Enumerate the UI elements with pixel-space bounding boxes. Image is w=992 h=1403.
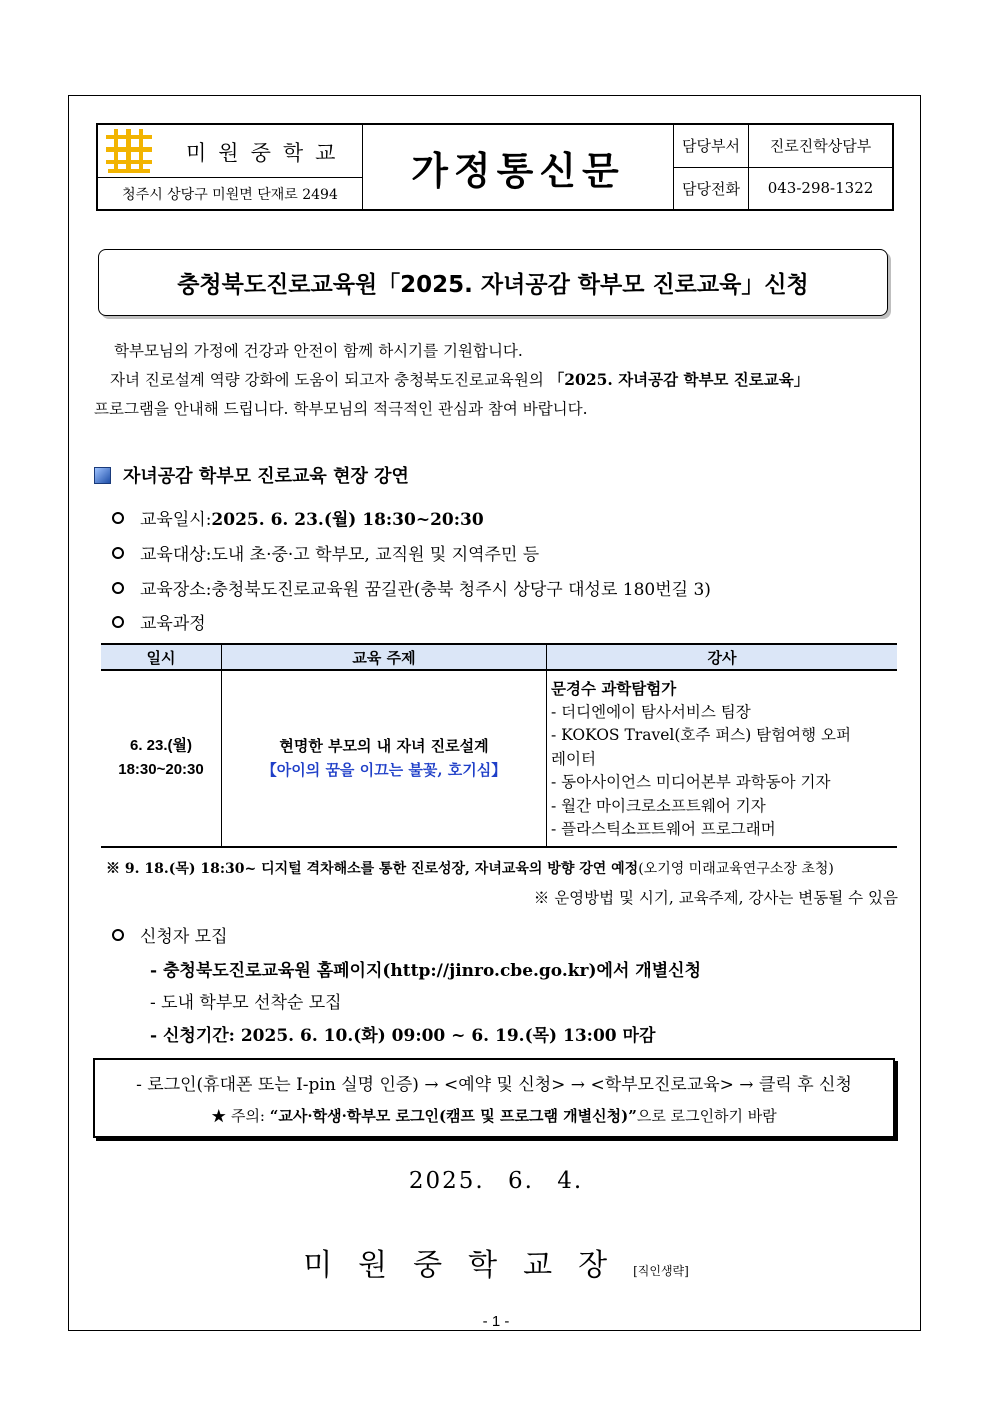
issue-date: 2025. 6. 4. [408, 1168, 584, 1194]
cell-date: 6. 23.(월) 18:30~20:30 [101, 670, 222, 847]
school-block [98, 125, 363, 209]
cell-lecturer: 문경수 과학탐험가 - 더디엔에이 탐사서비스 팀장 - KOKOS Travel(호주 퍼스) 탐험여행 오퍼 레이터 - 동아사이언스 미디어본부 과학동아 기자 - 월간 마이크로소프트웨어 기자 - 플라스틱소프트웨어 프로그래머 [547, 670, 898, 847]
recruit-line-2: - 도내 학부모 선착순 모집 [150, 993, 342, 1013]
login-guide-box [93, 1058, 895, 1138]
item-date: 교육일시: 2025. 6. 23.(월) 18:30~20:30 [112, 505, 484, 530]
item-target: 교육대상: 도내 초·중·고 학부모, 교직원 및 지역주민 등 [112, 540, 539, 565]
intro-line-1: 학부모님의 가정에 건강과 안전이 함께 하시기를 기원합니다. [114, 342, 523, 360]
square-bullet-icon [94, 467, 111, 484]
note-change: ※ 운영방법 및 시기, 교육주제, 강사는 변동될 수 있음 [533, 889, 898, 907]
guide-line-1: - 로그인(휴대폰 또는 I-pin 실명 인증) → <예약 및 신청> → <학부모진로교육> → 클릭 후 신청 [136, 1075, 852, 1095]
phone-value: 043-298-1322 [767, 179, 874, 198]
circle-bullet-icon [112, 616, 124, 628]
col-header-topic: 교육 주제 [222, 644, 547, 670]
circle-bullet-icon [112, 547, 124, 559]
contact-info [674, 125, 892, 209]
notice-title: 충청북도진로교육원「2025. 자녀공감 학부모 진로교육」신청 [98, 249, 888, 316]
dept-label: 담당부서 [674, 125, 749, 167]
section-heading: 자녀공감 학부모 진로교육 현장 강연 [94, 462, 409, 488]
col-header-lecturer: 강사 [547, 644, 898, 670]
note-upcoming: ※ 9. 18.(목) 18:30~ 디지털 격차해소를 통한 진로성장, 자녀교육의 방향 강연 예정(오기영 미래교육연구소장 초청) [106, 861, 834, 877]
header-table [96, 123, 894, 211]
recruit-line-3: - 신청기간: 2025. 6. 10.(화) 09:00 ~ 6. 19.(목) 13:00 마감 [150, 1026, 656, 1046]
principal-signature: 미원중학교장[직인생략] [303, 1248, 689, 1283]
school-name: 미원중학교 [186, 141, 348, 165]
col-header-date: 일시 [101, 644, 222, 670]
intro-line-3: 프로그램을 안내해 드립니다. 학부모님의 적극적인 관심과 참여 바랍니다. [94, 400, 588, 418]
school-address: 청주시 상당구 미원면 단재로 2494 [122, 186, 338, 203]
cell-topic: 현명한 부모의 내 자녀 진로설계 【아이의 꿈을 이끄는 불꽃, 호기심】 [222, 670, 547, 847]
phone-label: 담당전화 [674, 168, 749, 210]
item-place: 교육장소: 충청북도진로교육원 꿈길관(충북 청주시 상당구 대성로 180번길 3) [112, 575, 711, 600]
guide-line-2: ★ 주의: “교사·학생·학부모 로그인(캠프 및 프로그램 개별신청)”으로 로그인하기 바람 [211, 1107, 777, 1125]
recruit-heading: 신청자 모집 [112, 922, 228, 947]
recruit-line-1: - 충청북도진로교육원 홈페이지(http://jinro.cbe.go.kr)에서 개별신청 [150, 961, 701, 981]
document-title: 가정통신문 [363, 125, 674, 209]
dept-value: 진로진학상담부 [769, 137, 872, 156]
school-emblem-icon [104, 127, 154, 175]
schedule-table [101, 643, 897, 848]
page-number: - 1 - [482, 1313, 510, 1330]
circle-bullet-icon [112, 582, 124, 594]
item-course: 교육과정 [112, 609, 206, 634]
table-row [101, 670, 897, 847]
circle-bullet-icon [112, 929, 124, 941]
circle-bullet-icon [112, 512, 124, 524]
intro-line-2: 자녀 진로설계 역량 강화에 도움이 되고자 충청북도진로교육원의 「2025. 자녀공감 학부모 진로교육」 [110, 370, 810, 389]
